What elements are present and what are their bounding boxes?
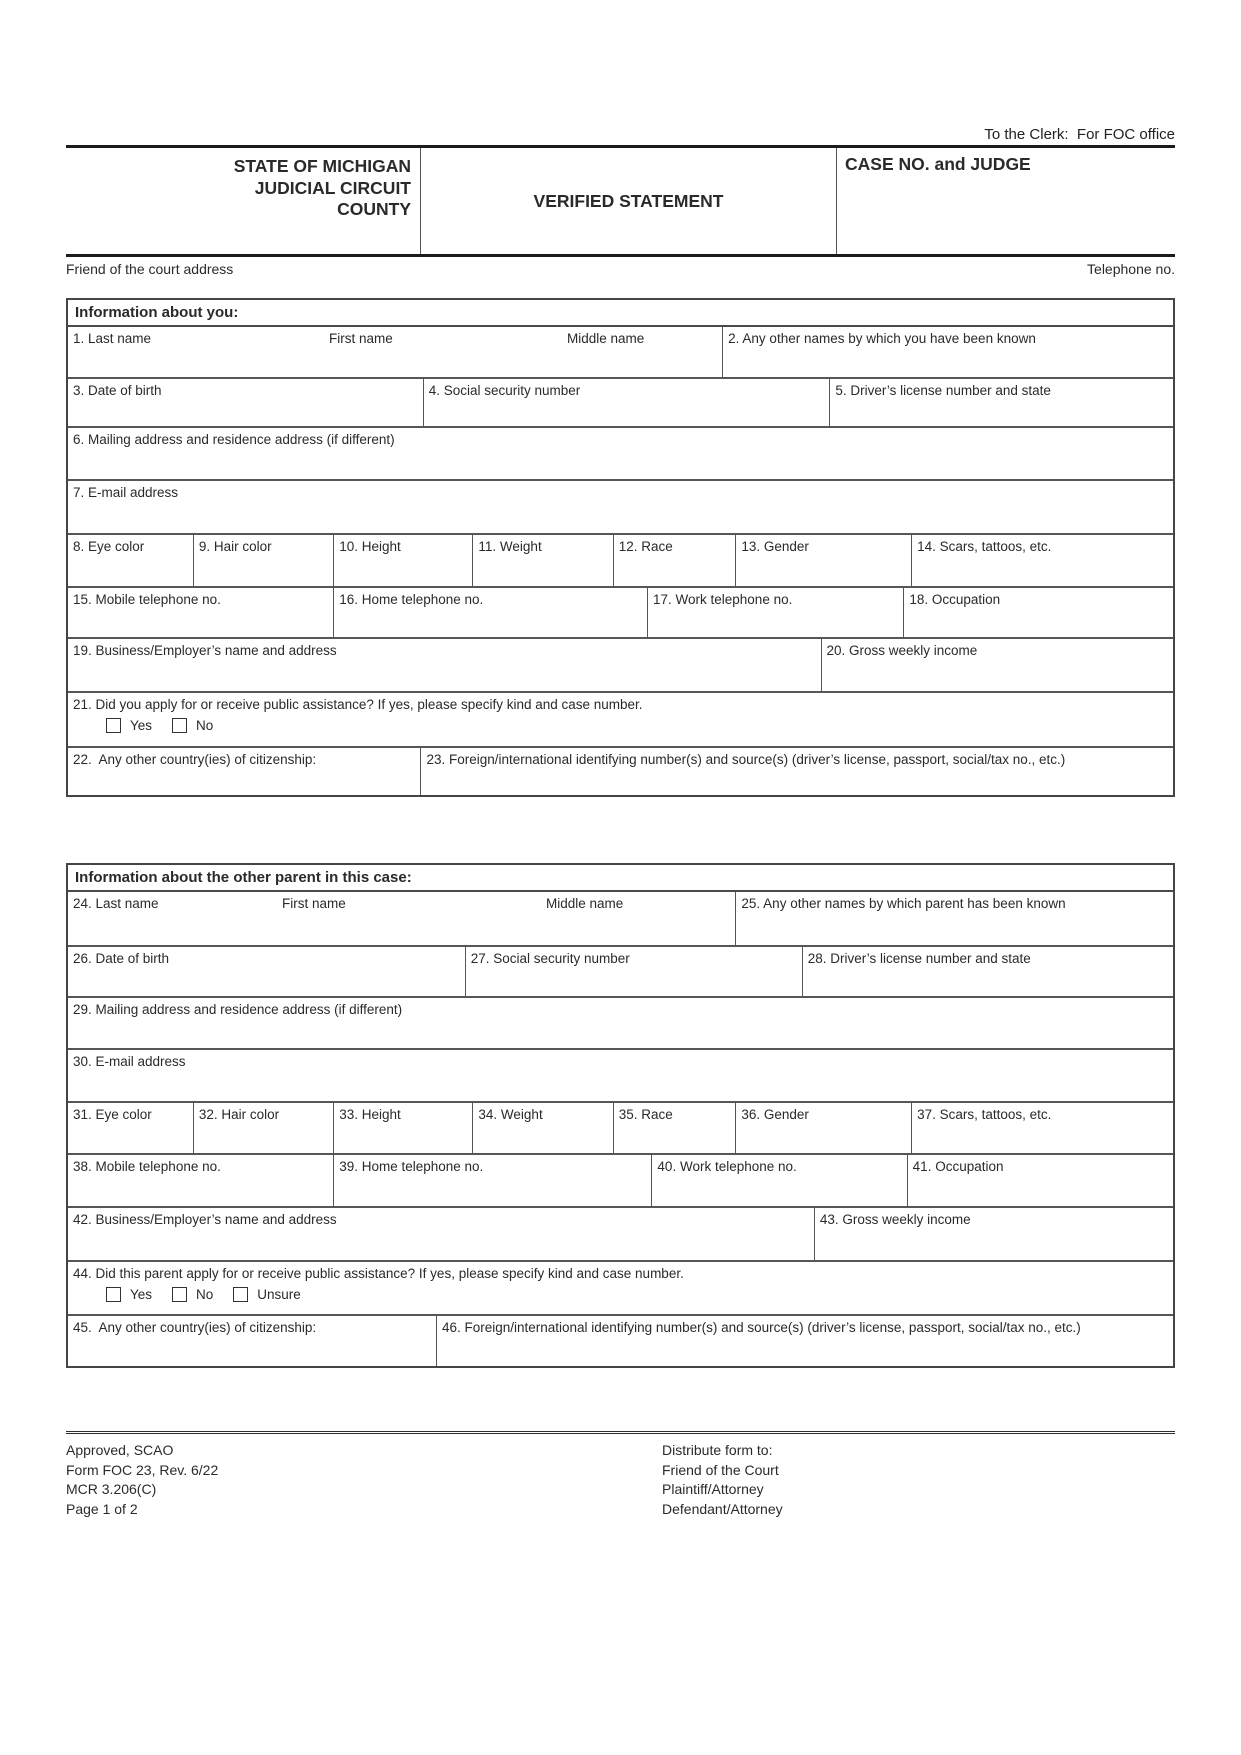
field-label-12: 12. Race	[618, 539, 673, 554]
checkbox-44-unsure-label: Unsure	[257, 1287, 301, 1302]
footer-distribute-plaintiff: Plaintiff/Attorney	[662, 1481, 764, 1497]
field-label-21: 21. Did you apply for or receive public assistance? If yes, please specify kind and case number.	[73, 697, 643, 712]
field-45-citizenship[interactable]	[68, 1316, 436, 1366]
field-3-dob[interactable]	[68, 379, 423, 426]
field-label-18: 18. Occupation	[909, 592, 1001, 607]
checkbox-21-yes[interactable]	[106, 718, 121, 733]
court-line-county: COUNTY	[337, 199, 411, 219]
row-public-assistance	[68, 691, 1173, 746]
field-label-24-middle: Middle name	[546, 896, 624, 911]
field-44-public-assistance[interactable]	[68, 1262, 1173, 1314]
field-15-mobile[interactable]	[68, 588, 333, 637]
clerk-note: To the Clerk: For FOC office	[984, 126, 1175, 143]
field-label-32: 32. Hair color	[198, 1107, 280, 1122]
field-7-email[interactable]	[68, 481, 1173, 533]
checkbox-21-yes-label: Yes	[130, 718, 153, 733]
field-label-27: 27. Social security number	[470, 951, 630, 966]
field-11-weight[interactable]	[472, 535, 612, 586]
field-17-work-phone[interactable]	[647, 588, 903, 637]
field-4-ssn[interactable]	[423, 379, 830, 426]
field-24-name[interactable]	[68, 892, 735, 945]
field-26-dob[interactable]	[68, 947, 465, 996]
checkbox-44-yes[interactable]	[106, 1287, 121, 1302]
row-dob-ssn-dl	[68, 377, 1173, 426]
row-physical	[68, 533, 1173, 586]
field-21-public-assistance[interactable]	[68, 693, 1173, 746]
field-label-1: 1. Last name	[73, 331, 152, 346]
field-label-13: 13. Gender	[741, 539, 809, 554]
field-label-11: 11. Weight	[478, 539, 542, 554]
footer-page-number: Page 1 of 2	[66, 1500, 138, 1517]
field-label-9: 9. Hair color	[198, 539, 272, 554]
field-label-33: 33. Height	[339, 1107, 401, 1122]
row-names	[68, 327, 1173, 377]
field-label-23: 23. Foreign/international identifying number(s) and source(s) (driver’s license, passport, social/tax no., etc.)	[426, 752, 1066, 767]
field-label-10: 10. Height	[339, 539, 401, 554]
field-label-46: 46. Foreign/international identifying number(s) and source(s) (driver’s license, passport, social/tax no., etc.)	[441, 1320, 1081, 1335]
row-physical	[68, 1101, 1173, 1153]
footer-form-info	[66, 1441, 218, 1519]
field-label-36: 36. Gender	[741, 1107, 809, 1122]
row-email	[68, 1048, 1173, 1101]
field-label-37: 37. Scars, tattoos, etc.	[917, 1107, 1052, 1122]
field-label-4: 4. Social security number	[428, 383, 581, 398]
field-39-home-phone[interactable]	[333, 1155, 651, 1206]
row-citizenship	[68, 746, 1173, 795]
row-mailing-address	[68, 996, 1173, 1048]
field-23-foreign-id[interactable]	[420, 748, 1173, 795]
field-27-ssn[interactable]	[465, 947, 802, 996]
field-label-16: 16. Home telephone no.	[339, 592, 484, 607]
field-37-scars[interactable]	[911, 1103, 1173, 1153]
telephone-label: Telephone no.	[1087, 261, 1175, 277]
field-label-35: 35. Race	[618, 1107, 673, 1122]
field-label-45: 45. Any other country(ies) of citizenship:	[73, 1320, 317, 1335]
footer-form-number: Form FOC 23, Rev. 6/22	[66, 1461, 219, 1478]
field-label-7: 7. E-mail address	[73, 485, 179, 500]
field-label-34: 34. Weight	[478, 1107, 543, 1122]
field-19-employer[interactable]	[68, 639, 821, 691]
row-names	[68, 892, 1173, 945]
field-5-drivers-license[interactable]	[829, 379, 1173, 426]
field-label-42: 42. Business/Employer’s name and address	[73, 1212, 337, 1227]
footer-mcr-rule: MCR 3.206(C)	[66, 1481, 157, 1497]
field-label-15: 15. Mobile telephone no.	[73, 592, 221, 607]
field-label-1-middle: Middle name	[567, 331, 645, 346]
field-20-gross-income[interactable]	[821, 639, 1174, 691]
field-36-gender[interactable]	[735, 1103, 911, 1153]
field-label-1-first: First name	[329, 331, 393, 346]
court-line-state: STATE OF MICHIGAN	[233, 156, 411, 176]
field-21-options	[106, 718, 1169, 733]
field-label-6: 6. Mailing address and residence address (if different)	[73, 432, 395, 447]
field-label-24: 24. Last name	[73, 896, 159, 911]
field-8-eye-color[interactable]	[68, 535, 193, 586]
footer-distribute-label: Distribute form to:	[662, 1442, 773, 1458]
footer-distribute-foc: Friend of the Court	[662, 1461, 779, 1478]
field-label-41: 41. Occupation	[912, 1159, 1004, 1174]
field-label-14: 14. Scars, tattoos, etc.	[917, 539, 1052, 554]
row-employer	[68, 1206, 1173, 1260]
row-dob-ssn-dl	[68, 945, 1173, 996]
field-label-30: 30. E-mail address	[73, 1054, 186, 1069]
foc-address-label: Friend of the court address	[66, 261, 234, 277]
field-6-mailing-address[interactable]	[68, 428, 1173, 479]
field-label-19: 19. Business/Employer’s name and address	[73, 643, 337, 658]
checkbox-44-unsure[interactable]	[233, 1287, 248, 1302]
checkbox-44-no[interactable]	[172, 1287, 187, 1302]
field-10-height[interactable]	[333, 535, 472, 586]
header-caption-table	[66, 145, 1175, 257]
field-41-occupation[interactable]	[907, 1155, 1173, 1206]
field-38-mobile[interactable]	[68, 1155, 333, 1206]
field-label-28: 28. Driver’s license number and state	[807, 951, 1031, 966]
field-label-38: 38. Mobile telephone no.	[73, 1159, 221, 1174]
footer-distribution	[662, 1441, 783, 1519]
field-label-39: 39. Home telephone no.	[339, 1159, 484, 1174]
row-phones	[68, 586, 1173, 637]
section-other-parent-title: Information about the other parent in this case:	[68, 865, 1173, 892]
field-label-22: 22. Any other country(ies) of citizenship:	[73, 752, 317, 767]
field-13-gender[interactable]	[735, 535, 911, 586]
field-label-26: 26. Date of birth	[73, 951, 170, 966]
field-1-name[interactable]	[68, 327, 722, 377]
row-public-assistance	[68, 1260, 1173, 1314]
field-42-employer[interactable]	[68, 1208, 814, 1260]
field-44-options	[106, 1287, 1169, 1302]
field-33-height[interactable]	[333, 1103, 472, 1153]
field-16-home-phone[interactable]	[333, 588, 647, 637]
row-mailing-address	[68, 426, 1173, 479]
field-12-race[interactable]	[613, 535, 736, 586]
case-no-judge-label: CASE NO. and JUDGE	[845, 154, 1031, 174]
checkbox-44-no-label: No	[196, 1287, 214, 1302]
field-label-25: 25. Any other names by which parent has been known	[741, 896, 1066, 911]
footer-rule	[66, 1431, 1175, 1434]
field-2-other-names[interactable]	[722, 327, 1173, 377]
field-9-hair-color[interactable]	[193, 535, 333, 586]
footer-approved: Approved, SCAO	[66, 1442, 174, 1458]
field-43-gross-income[interactable]	[814, 1208, 1173, 1260]
field-22-citizenship[interactable]	[68, 748, 420, 795]
field-18-occupation[interactable]	[903, 588, 1173, 637]
section-about-you-title: Information about you:	[68, 300, 1173, 327]
field-label-31: 31. Eye color	[73, 1107, 152, 1122]
field-label-5: 5. Driver’s license number and state	[835, 383, 1051, 398]
field-14-scars[interactable]	[911, 535, 1173, 586]
row-citizenship	[68, 1314, 1173, 1366]
field-40-work-phone[interactable]	[651, 1155, 906, 1206]
field-label-2: 2. Any other names by which you have been known	[728, 331, 1036, 346]
checkbox-21-no[interactable]	[172, 718, 187, 733]
section-about-you	[66, 298, 1175, 797]
field-31-eye-color[interactable]	[68, 1103, 193, 1153]
row-employer	[68, 637, 1173, 691]
row-phones	[68, 1153, 1173, 1206]
court-line-circuit: JUDICIAL CIRCUIT	[254, 177, 411, 198]
field-35-race[interactable]	[613, 1103, 736, 1153]
row-email	[68, 479, 1173, 533]
section-other-parent	[66, 863, 1175, 1368]
field-label-44: 44. Did this parent apply for or receive public assistance? If yes, please specify kind and case number.	[73, 1266, 684, 1281]
field-label-40: 40. Work telephone no.	[657, 1159, 797, 1174]
form-title: VERIFIED STATEMENT	[420, 148, 837, 254]
field-34-weight[interactable]	[472, 1103, 612, 1153]
court-block	[66, 148, 420, 254]
field-label-29: 29. Mailing address and residence address (if different)	[73, 1002, 403, 1017]
field-30-email[interactable]	[68, 1050, 1173, 1101]
field-label-43: 43. Gross weekly income	[819, 1212, 971, 1227]
field-29-mailing-address[interactable]	[68, 998, 1173, 1048]
field-label-3: 3. Date of birth	[73, 383, 162, 398]
field-28-drivers-license[interactable]	[802, 947, 1173, 996]
checkbox-44-yes-label: Yes	[130, 1287, 153, 1302]
field-label-20: 20. Gross weekly income	[826, 643, 978, 658]
field-25-other-names[interactable]	[735, 892, 1173, 945]
field-46-foreign-id[interactable]	[436, 1316, 1173, 1366]
checkbox-21-no-label: No	[196, 718, 214, 733]
field-label-17: 17. Work telephone no.	[653, 592, 793, 607]
field-label-24-first: First name	[282, 896, 346, 911]
field-32-hair-color[interactable]	[193, 1103, 333, 1153]
case-no-judge-field[interactable]	[837, 148, 1175, 254]
field-label-8: 8. Eye color	[73, 539, 145, 554]
footer-distribute-defendant: Defendant/Attorney	[662, 1500, 783, 1517]
